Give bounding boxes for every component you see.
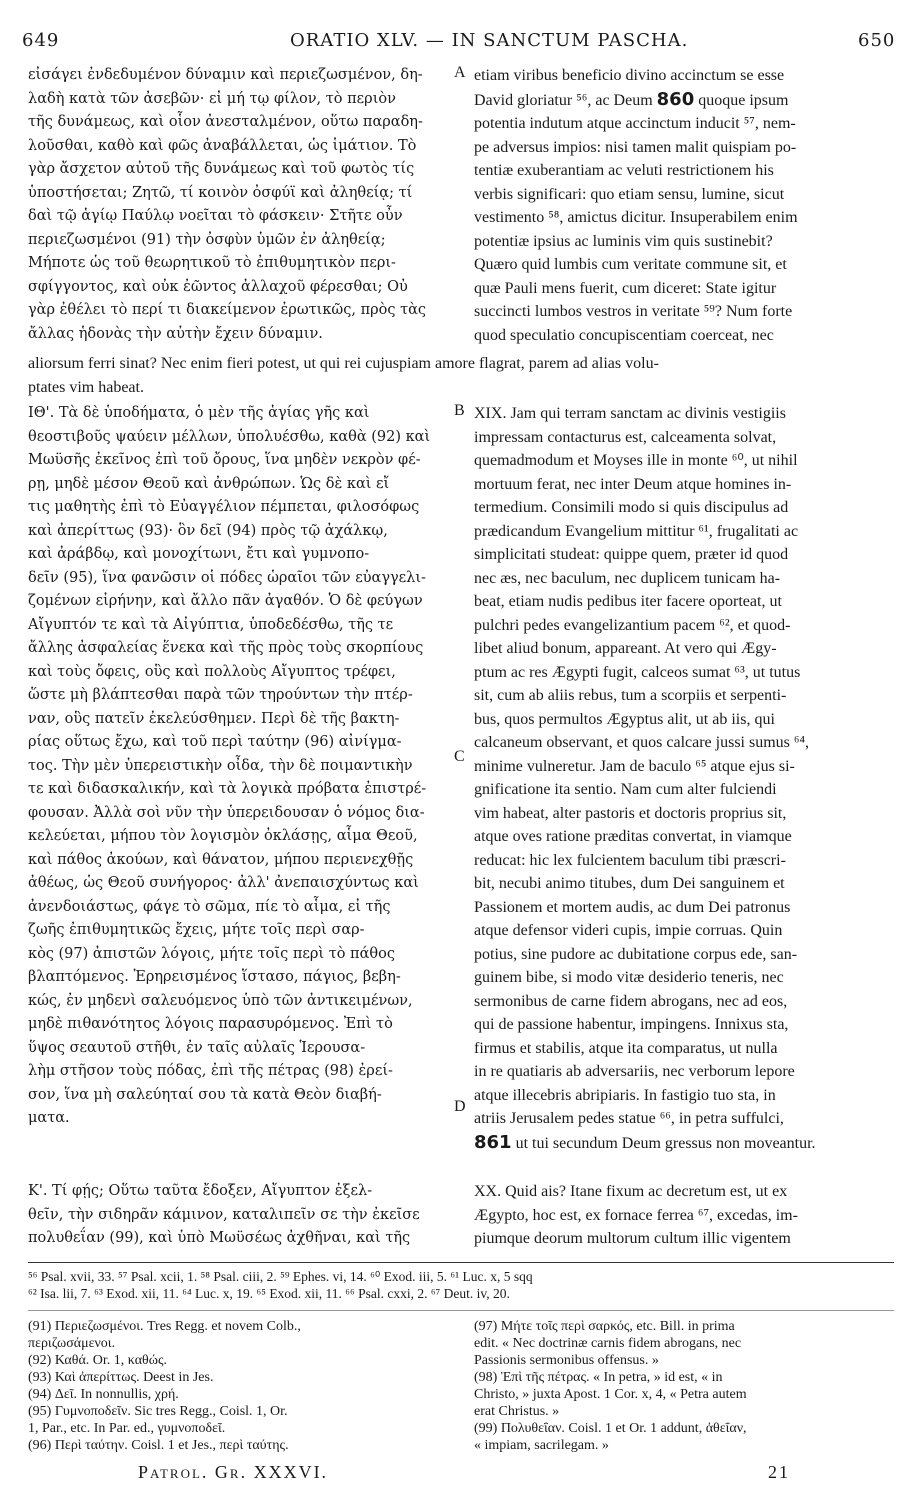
notes-right-text: (97) Μήτε τοῖς περὶ σαρκός, etc. Bill. in prima edit. « Nec doctrinæ carnis fidem abrogans, nec Passionis sermonibus offensus. » (98) Ἐπὶ τῆς πέτρας. « In petra, » id est, « in Christo, » juxta Apost. 1 Cor. x, 4, « Petra autem erat Christus. » (99) Πολυθεΐαν. Coisl. 1 et Or. 1 addunt, ἀθεΐαν, « impiam, sacrilegam. » [474,1319,747,1453]
latin-paragraph-3 [474,1180,894,1251]
scripture-line-1: ⁵⁶ Psal. xvii, 33. ⁵⁷ Psal. xcii, 1. ⁵⁸ Psal. ciii, 2. ⁵⁹ Ephes. vi, 14. ⁶⁰ Exod. iii, 5. ⁶¹ Luc. x, 5 sqq [28,1269,533,1284]
page-number-right: 650 [858,30,896,51]
footer-signature: 21 [768,1462,790,1482]
greek-text-1: εἰσάγει ἐνδεδυμένον δύναμιν καὶ περιεζωσμένον, δη- λαδὴ κατὰ τῶν ἀσεβῶν· εἰ μή τῳ φίλον, τὸ περιὸν τῆς δυνάμεως, καὶ οἷον ἀνεσταλμένον, οὕτω παραδη- λοῦσθαι, καθὸ καὶ φῶς ἀναβάλλεται, ὡς ἱμάτιον. Τὸ γὰρ ἄσχετον αὐτοῦ τῆς δυνάμεως καὶ τοῦ φωτὸς τίς ὑποστήσεται; Ζητῶ, τί κοινὸν ὀσφύϊ καὶ ἀληθείᾳ; τί δαὶ τῷ ἁγίῳ Παύλῳ νοεῖται τὸ φάσκειν· Στῆτε οὖν περιεζωσμένοι (91) τὴν ὀσφὺν ὑμῶν ἐν ἀληθείᾳ; Μήποτε ὡς τοῦ θεωρητικοῦ τὸ ἐπιθυμητικὸν περι- σφίγγοντος, καὶ οὐκ ἐῶντος ἀλλαχοῦ φέρεσθαι; Οὐ γὰρ ἐθέλει τὸ περί τι διακείμενον ἐρωτικῶς, πρὸς τὰς ἄλλας ἡδονὰς τὴν αὐτὴν ἔχειν δύναμιν. [28,67,427,342]
greek-text-3: Κ'. Τί φῄς; Οὕτω ταῦτα ἔδοξεν, Αἴγυπτον ἐξελ- θεῖν, τὴν σιδηρᾶν κάμινον, καταλιπεῖν σε τὴν ἐκεῖσε πολυθεΐαν (99), καὶ ὑπὸ Μωϋσέως ἀχθῆναι, καὶ τῆς [28,1183,420,1246]
greek-text-2: ΙΘ'. Τὰ δὲ ὑποδήματα, ὁ μὲν τῆς ἁγίας γῆς καὶ θεοστιβοῦς ψαύειν μέλλων, ὑπολυέσθω, καθὰ (92) καὶ Μωϋσῆς ἐκεῖνος ἐπὶ τοῦ ὄρους, ἵνα μηδὲν νεκρὸν φέ- ρῃ, μηδὲ μέσον Θεοῦ καὶ ἀνθρώπων. Ὡς δὲ καὶ εἴ τις μαθητὴς ἐπὶ τὸ Εὐαγγέλιον πέμπεται, φιλοσόφως καὶ ἀπερίττως (93)· ὃν δεῖ (94) πρὸς τῷ ἀχάλκῳ, καὶ ἀράβδῳ, καὶ μονοχίτωνι, ἔτι καὶ γυμνοπο- δεῖν (95), ἵνα φανῶσιν οἱ πόδες ὡραῖοι τῶν εὐαγγελι- ζομένων εἰρήνην, καὶ ἄλλο πᾶν ἀγαθόν. Ὁ δὲ φεύγων Αἴγυπτόν τε καὶ τὰ Αἰγύπτια, ὑποδεδέσθω, τῆς τε ἄλλης ἀσφαλείας ἕνεκα καὶ τῆς πρὸς τοὺς σκορπίους καὶ τοὺς ὄφεις, οὓς καὶ πολλοὺς Αἴγυπτος τρέφει, ὥστε μὴ βλάπτεσθαι παρὰ τῶν τηρούντων τὴν πτέρ- ναν, οὓς πατεῖν ἐκελεύσθημεν. Περὶ δὲ τῆς βακτη- ρίας οὕτως ἔχω, καὶ τοῦ περὶ ταύτην (96) αἰνίγμα- τος. Τὴν μὲν ὑπερειστικὴν οἶδα, τὴν δὲ ποιμαντικὴν τε καὶ διδασκαλικήν, καὶ τὰ λογικὰ πρόβατα ἐπιστρέ- φουσαν. Ἀλλὰ σοὶ νῦν τὴν ὑπερειδουσαν ὁ νόμος δια- κελεύεται, μήπου τὸν λογισμὸν ὀκλάσῃς, αἷμα Θεοῦ, καὶ πάθος ἀκούων, καὶ θάνατον, μήπου περιενεχθῇς ἀθέως, ὡς Θεοῦ συνήγορος· ἀλλ' ἀνεπαισχύντως καὶ ἀνενδοιάστως, φάγε τὸ σῶμα, πίε τὸ αἷμα, εἰ τῆς ζωῆς ἐπιθυμητικῶς ἔχεις, μήτε τοῖς περὶ σαρ- κὸς (97) ἀπιστῶν λόγοις, μήτε τοῖς περὶ τὸ πάθος βλαπτόμενος. Ἐρηρεισμένος ἵστασο, πάγιος, βεβη- κώς, ἐν μηδενὶ σαλευόμενος ὑπὸ τῶν ἀντικειμένων, μηδὲ πιθανότητος λόγοις παρασυρόμενος. Ἐπὶ τὸ ὕψος σεαυτοῦ στῆθι, ἐν ταῖς αὐλαῖς Ἱερουσα- λὴμ στῆσον τοὺς πόδας, ἐπὶ τῆς πέτρας (98) ἐρεί- σον, ἵνα μὴ σαλεύηταί σου τὰ κατὰ Θεὸν διαβή- ματα. [28,405,431,1126]
scripture-references [28,1268,908,1302]
greek-paragraph-3 [28,1180,448,1251]
latin-text-2: XIX. Jam qui terram sanctam ac divinis vestigiis impressam contacturus est, calceamenta solvat, quemadmodum et Moyses ille in monte ⁶⁰, ut nihil mortuum ferat, nec inter Deum atque homines in- termedium. Consimili modo si quis discipulus ad prædicandum Evangelium mittitur ⁶¹, frugalitati ac simplicitati studeat: quippe quem, præter id quod nec æs, nec baculum, nec duplicem tunicam ha- beat, etiam nudis pedibus iter facere oporteat, ut pulchri pedes evangelizantium pacem ⁶², et quod- libet aliud bonum, appareant. At vero qui Ægy- ptum ac res Ægypti fugit, calceos sumat ⁶³, ut tutus sit, cum ab aliis rebus, tum a scorpiis et serpenti- bus, quos permultos Ægyptus alit, ut ab iis, qui calcaneum observant, et quos calcare jussi sumus ⁶⁴, minime vulneretur. Jam de baculo ⁶⁵ atque ejus si- gnificatione ita sentio. Nam cum alter fulciendi vim habeat, alter pastoris et doctoris proprius sit, atque oves ratione præditas convertat, in viamque reducat: hic lex fulcientem baculum tibi præscri- bit, necubi animo titubes, dum Dei sanguinem et Passionem et mortem audis, ac dum Dei patronus atque defensor videri cupis, impie corruas. Quin potius, sine pudore ac dubitatione corpus ede, san- guinem bibe, si modo vitæ desiderio teneris, nec sermonibus de carne fidem abrogans, nec ad eos, qui de passione habentur, impingens. Innixus sta, firmus et stabilis, atque ita comparatus, ut nulla in re quatiaris ab adversariis, nec verborum lepore atque illecebris abripiaris. In fastigio tuo sta, in atriis Jerusalem pedes statue ⁶⁶, in petra suffulci, [474,405,810,1127]
margin-letter-a: A [454,64,466,81]
greek-paragraph-2 [28,402,448,1131]
column-number-861: 861 [474,1131,512,1153]
column-number-860: 860 [656,88,695,110]
scripture-rule [28,1262,894,1263]
notes-rule [28,1310,894,1311]
notes-right [474,1318,894,1454]
scripture-line-2: ⁶² Isa. lii, 7. ⁶³ Exod. xii, 11. ⁶⁴ Luc. x, 19. ⁶⁵ Exod. xii, 11. ⁶⁶ Psal. cxxi, 2. ⁶⁷ Deut. iv, 20. [28,1286,510,1301]
margin-letter-b: B [454,402,465,419]
footer-series: Patrol. Gr. XXXVI. [138,1462,329,1482]
running-title: ORATIO XLV. — IN SANCTUM PASCHA. [290,30,689,51]
page-number-left: 649 [22,30,60,51]
spanning-line [28,352,894,399]
latin-paragraph-2 [474,402,894,1155]
latin-text-1 [474,64,894,347]
latin-paragraph-1 [474,64,894,347]
latin-text-2b-body: ut tui secundum Deum gressus non moveantur. [515,1134,816,1152]
spanning-text: aliorsum ferri sinat? Nec enim fieri potest, ut qui rei cujuspiam amore flagrat, parem ad alias volu- ptates vim habeat. [28,355,659,396]
latin-text-3: XX. Quid ais? Itane fixum ac decretum est, ut ex Ægypto, hoc est, ex fornace ferrea ⁶⁷, excedas, im- piumque deorum multorum cultum illic vigentem [474,1183,798,1247]
notes-left-text: (91) Περιεζωσμένοι. Tres Regg. et novem Colb., περιζωσάμενοι. (92) Καθά. Or. 1, καθώς. (93) Καὶ ἀπερίττως. Deest in Jes. (94) Δεῖ. In nonnullis, χρή. (95) Γυμνοποδεῖν. Sic tres Regg., Coisl. 1, Or. 1, Par., etc. In Par. ed., γυμνοποδεῖ. (96) Περὶ ταύτην. Coisl. 1 et Jes., περὶ ταύτης. [28,1319,301,1453]
latin-text-1b: quoque ipsum potentia indutum atque accinctum inducit ⁵⁷, nem- pe adversus impios: nisi tamen malit quispiam po- tentiæ exuberantiam ac veluti restrictionem his verbis significari: quo etiam sensu, lumine, sicut vestimento ⁵⁸, amictus dicitur. Insuperabilem enim potentiæ ipsius ac luminis vim quis sustinebit? Quæro quid lumbis cum veritate commune sit, et quæ Pauli mens fuerit, cum diceret: State igitur succincti lumbos vestros in veritate ⁵⁹? Num forte quod speculatio concupiscentiam coerceat, nec [474,91,798,344]
margin-letter-d: D [454,1098,466,1115]
greek-paragraph-1 [28,64,448,346]
latin-text-2b [474,1131,894,1156]
latin-text-1a: etiam viribus beneficio divino accinctum se esse David gloriatur ⁵⁶, ac Deum [474,67,785,109]
margin-letter-c: C [454,748,465,765]
notes-left [28,1318,448,1454]
